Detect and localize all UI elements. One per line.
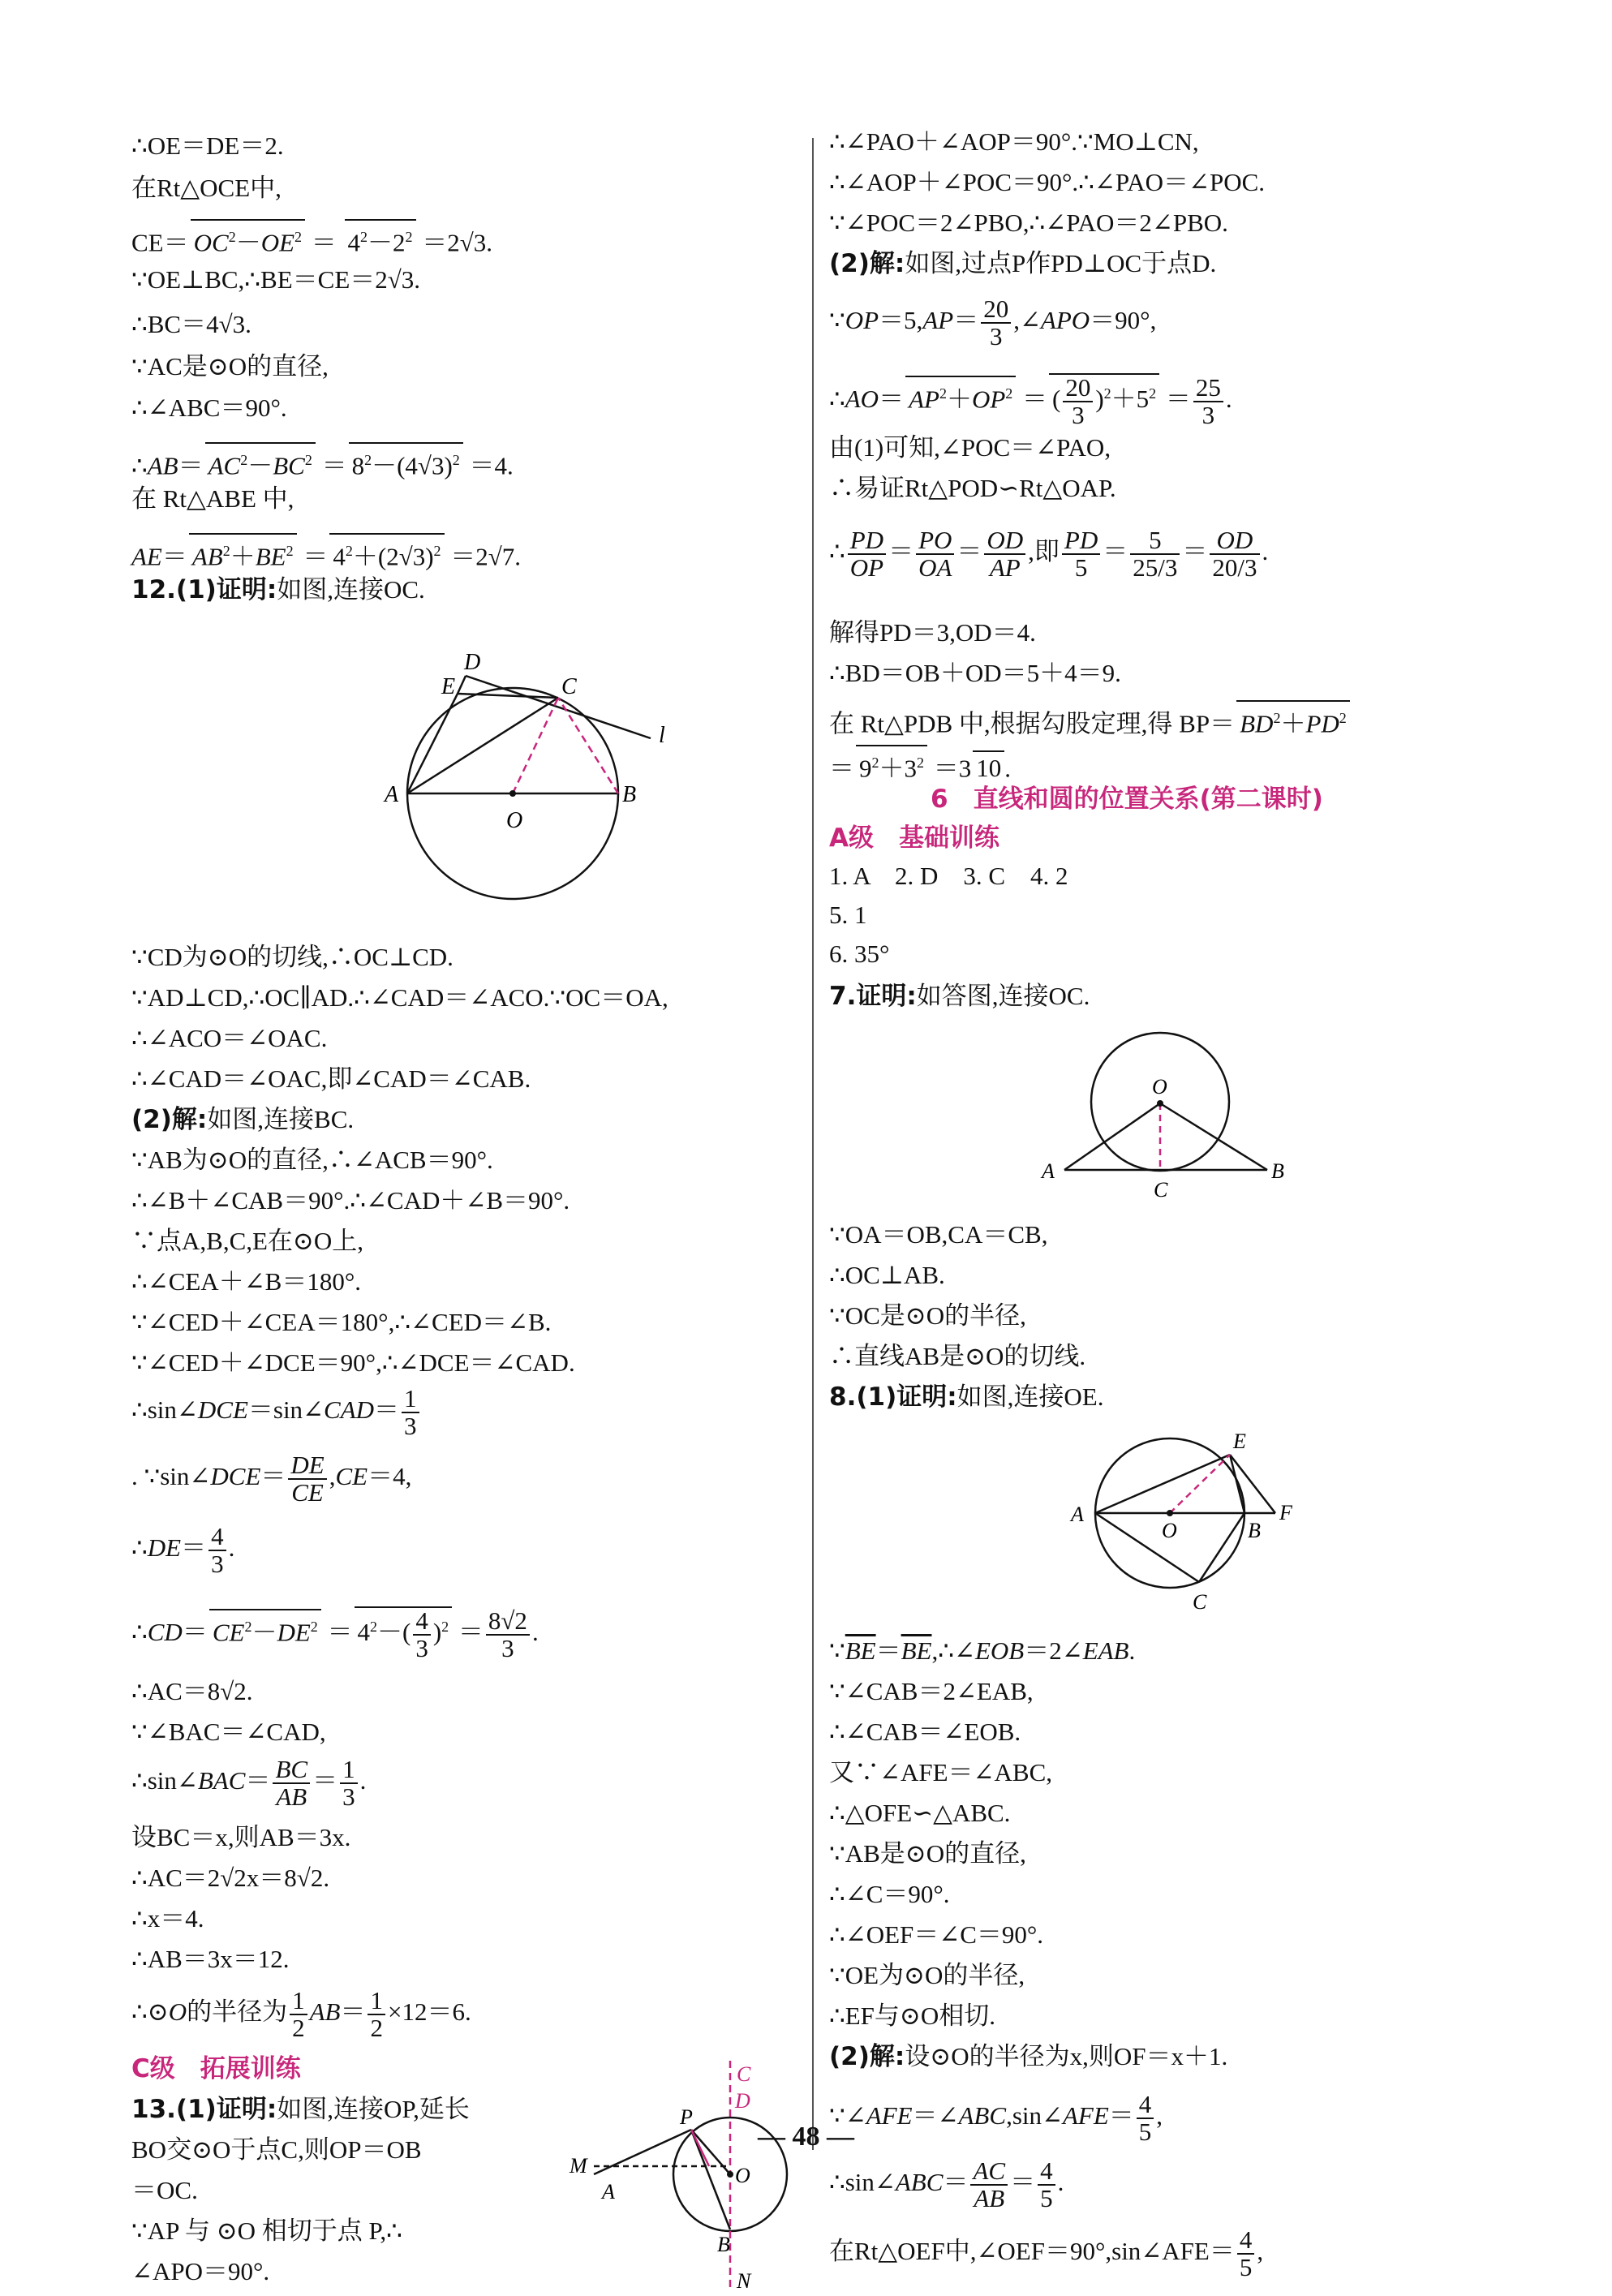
line-lead: 在 Rt△PDB 中,根据勾股定理,得 BP＝	[829, 709, 1236, 738]
point-label: F	[1279, 1501, 1292, 1524]
line	[131, 2093, 470, 2126]
figure-q8	[1048, 1416, 1316, 1619]
math-frac: $\frac{PO}{OA}$	[916, 527, 954, 581]
line: ∴AB＝3x＝12.	[131, 1945, 290, 1973]
line: 设BC＝x,则AB＝3x.	[131, 1823, 351, 1851]
line-text: 如图,连接OE.	[956, 1382, 1104, 1411]
line	[829, 980, 1090, 1013]
line: ∴∠OEF＝∠C＝90°.	[829, 1920, 1044, 1949]
line: ∠APO＝90°.	[131, 2257, 270, 2285]
line	[829, 2040, 1227, 2073]
point-label: A	[1071, 1503, 1084, 1526]
level-heading: A级 基础训练	[829, 823, 999, 853]
line	[829, 700, 1350, 740]
line-text: 如图,过点P作PD⊥OC于点D.	[905, 249, 1217, 277]
line: $\because\overline{BE}=\overline{BE},\therefore\angle EOB=2\angle EAB$.	[829, 1636, 1136, 1665]
math-frac: $\frac{1}{2}$	[368, 1988, 385, 2041]
line: ∴OE＝DE＝2.	[131, 131, 284, 160]
math-frac: $\frac{PD}{5}$	[1062, 527, 1100, 581]
proof-label: (1)证明:	[856, 1382, 957, 1412]
math-sqrt: $4^2-2^2$	[345, 219, 416, 259]
point-label: C	[561, 674, 577, 699]
column-divider	[812, 138, 814, 2150]
math-sqrt: 10	[973, 750, 1004, 785]
math-frac: $\frac{1}{3}$	[402, 1386, 419, 1439]
line: ∴EF与⊙O相切.	[829, 2001, 996, 2030]
line: ∴x＝4.	[131, 1904, 204, 1933]
question-number: 12.	[131, 575, 176, 604]
math-frac: $\frac{4}{5}$	[1237, 2227, 1255, 2281]
line-text: 如图,连接OC.	[277, 575, 425, 604]
math-frac: $\frac{BC}{AB}$	[273, 1756, 310, 1810]
line: ∴∠C＝90°.	[829, 1880, 950, 1908]
line-text: 设⊙O的半径为x,则OF＝x＋1.	[905, 2042, 1228, 2070]
line: ∵点A,B,C,E在⊙O上,	[131, 1227, 364, 1255]
question-number: 13.	[131, 2095, 176, 2124]
point-label: O	[735, 2164, 750, 2187]
question-number: 8.	[829, 1382, 857, 1412]
math-frac: $\frac{25}{3}$	[1193, 375, 1223, 428]
line: . ∵sin∠DCE＝ $\frac{DE}{CE}$ ,CE＝4,	[131, 1451, 412, 1507]
point-label: B	[717, 2233, 730, 2256]
math-frac: $\frac{AC}{AB}$	[970, 2158, 1008, 2212]
line	[131, 1103, 354, 1136]
point-label: D	[464, 650, 481, 675]
line: ∴∠ABC＝90°.	[131, 393, 287, 422]
point-label: A	[1042, 1159, 1055, 1183]
line: BO交⊙O于点C,则OP＝OB	[131, 2135, 422, 2164]
line: ∵∠CED＋∠DCE＝90°,∴∠DCE＝∠CAD.	[131, 1348, 575, 1377]
point-label: A	[385, 782, 399, 807]
line: 又∵∠AFE＝∠ABC,	[829, 1758, 1053, 1786]
solution-label: (2)解:	[131, 1105, 208, 1134]
answer-line: 1. A 2. D 3. C 4. 2	[829, 862, 1068, 890]
line: ∴CD＝ $CE^2-DE^2 = 4^2-$( $\frac{4}{3}$ )$^2$ ＝ $\frac{8√2}{3}$ .	[131, 1606, 539, 1662]
point-label: B	[1271, 1159, 1284, 1183]
line: ∴AC＝8√2.	[131, 1677, 253, 1705]
line: 在 Rt△ABE 中,	[131, 484, 294, 513]
math-frac: $\frac{OD}{AP}$	[984, 527, 1025, 581]
line: ∵AP 与 ⊙O 相切于点 P,∴	[131, 2216, 402, 2245]
figure-q12	[367, 604, 707, 921]
line: 在Rt△OCE中,	[131, 174, 282, 202]
line-label: l	[659, 723, 665, 748]
point-label: B	[1248, 1519, 1261, 1542]
line-lead: 在Rt△OEF中,∠OEF＝90°,sin∠AFE＝	[829, 2237, 1235, 2266]
line: ∴AB＝ $AC^2-BC^2 = 8^2-(4√3)^2 =4$.	[131, 442, 514, 482]
line: ∵AD⊥CD,∴OC∥AD.∴∠CAD＝∠ACO.∵OC＝OA,	[131, 983, 668, 1012]
math-sqrt: $8^2-(4√3)^2$	[349, 442, 463, 482]
point-label: O	[506, 808, 523, 833]
line: ∴∠PAO＋∠AOP＝90°.∵MO⊥CN,	[829, 127, 1199, 156]
math-sqrt: $AP^2+OP^2$	[905, 376, 1016, 415]
line: ∵∠CAB＝2∠EAB,	[829, 1677, 1034, 1705]
math-frac: $\frac{4}{3}$	[413, 1608, 431, 1662]
line: $AE= AB^2+BE^2 = 4^2+(2√3)^2 =2√7$.	[131, 533, 521, 573]
line-text: 如图,连接BC.	[207, 1105, 355, 1133]
point-label: P	[680, 2105, 693, 2129]
proof-label: (1)证明:	[175, 575, 277, 604]
line: ∴易证Rt△POD∽Rt△OAP.	[829, 474, 1116, 502]
line: ∴BC＝4√3.	[131, 310, 251, 338]
line: 解得PD＝3,OD＝4.	[829, 618, 1036, 647]
solution-label: (2)解:	[829, 249, 905, 278]
math-frac: $\frac{20}{3}$	[1063, 375, 1093, 428]
proof-label: 证明:	[856, 982, 917, 1011]
page-number-value: 48	[792, 2122, 820, 2152]
figure-q7	[1032, 1022, 1292, 1209]
line: ∴△OFE∽△ABC.	[829, 1799, 1011, 1827]
line: ∵∠AFE＝∠ABC,sin∠AFE＝ $\frac{4}{5}$ ,	[829, 2090, 1163, 2146]
answer-line: 5. 1	[829, 901, 867, 929]
line: ∴∠CAB＝∠EOB.	[829, 1718, 1021, 1746]
math-frac: $\frac{4}{5}$	[1038, 2158, 1055, 2212]
line: ∴∠B＋∠CAB＝90°.∴∠CAD＋∠B＝90°.	[131, 1186, 570, 1215]
line: ∵AB是⊙O的直径,	[829, 1839, 1026, 1868]
line: ∴AO＝ $AP^2+OP^2$ ＝ ( $\frac{20}{3}$ )$^2+5^2$ ＝ $\frac{25}{3}$ .	[829, 373, 1232, 429]
point-label: C	[1193, 1590, 1207, 1614]
line	[131, 574, 425, 606]
math-sqrt: $9^2+3^2$	[856, 745, 927, 785]
line	[829, 1381, 1104, 1413]
line-lead: CE＝	[131, 228, 189, 257]
math-frac: $\frac{PD}{OP}$	[848, 527, 886, 581]
point-label: D	[735, 2089, 750, 2113]
line: ∵OE为⊙O的半径,	[829, 1961, 1025, 1989]
math-sqrt: $CE^2-DE^2$	[209, 1609, 321, 1649]
line: $CE= OC^2-OE^2 = 4^2-2^2 =2√3$.	[131, 219, 492, 259]
line: ∴sin∠ABC＝ $\frac{AC}{AB}$ ＝ $\frac{4}{5}$ .	[829, 2156, 1064, 2212]
math-sqrt: $OC^2-OE^2$	[191, 219, 305, 259]
point-label: C	[737, 2062, 751, 2086]
math-frac: $\frac{20}{3}$	[981, 296, 1011, 350]
math-sqrt: $AB^2+BE^2$	[189, 533, 297, 573]
line: ∵∠CED＋∠CEA＝180°,∴∠CED＝∠B.	[131, 1308, 552, 1336]
line: ∴BD＝OB＋OD＝5＋4＝9.	[829, 659, 1121, 687]
solution-label: (2)解:	[829, 2042, 905, 2071]
point-label: O	[1162, 1519, 1177, 1542]
line: ∵AB为⊙O的直径,∴∠ACB＝90°.	[131, 1146, 493, 1174]
line: ＝ $9^2+3^2 =3$ 10 .	[829, 745, 1011, 785]
line: 由(1)可知,∠POC＝∠PAO,	[829, 433, 1111, 462]
line: ∴∠CAD＝∠OAC,即∠CAD＝∠CAB.	[131, 1064, 531, 1093]
point-label: N	[737, 2269, 751, 2293]
line: ∵OP＝5,AP＝ $\frac{20}{3}$ ,∠APO＝90°,	[829, 295, 1157, 350]
level-heading: C级 拓展训练	[131, 2054, 301, 2083]
math-frac: $\frac{4}{3}$	[208, 1524, 226, 1577]
line: ∴AC＝2√2x＝8√2.	[131, 1864, 330, 1892]
line: 在Rt△OEF中,∠OEF＝90°,sin∠AFE＝ $\frac{4}{5}$ ,	[829, 2225, 1264, 2281]
point-label: M	[570, 2154, 587, 2178]
math-frac: $\frac{8√2}{3}$	[486, 1608, 530, 1662]
math-sqrt: $BD^2+PD^2$	[1236, 700, 1350, 740]
line: ∵OA＝OB,CA＝CB,	[829, 1220, 1048, 1249]
proof-label: (1)证明:	[175, 2095, 277, 2124]
math-frac: $\frac{4}{5}$	[1137, 2092, 1154, 2145]
answer-line: 6. 35°	[829, 939, 890, 968]
line-text: 如答图,连接OC.	[916, 982, 1090, 1010]
page-number: — 48 —	[758, 2122, 854, 2152]
line: ∴直线AB是⊙O的切线.	[829, 1342, 1086, 1370]
line: ∵CD为⊙O的切线,∴OC⊥CD.	[131, 943, 454, 971]
point-label: C	[1154, 1178, 1168, 1202]
point-label: B	[622, 782, 637, 807]
line: ∴sin∠DCE＝sin∠CAD＝ $\frac{1}{3}$	[131, 1386, 422, 1439]
line: ∵OE⊥BC,∴BE＝CE＝2√3.	[131, 265, 421, 294]
point-label: O	[1152, 1075, 1167, 1099]
math-sqrt: ( $\frac{20}{3}$ )$^2+5^2$	[1049, 373, 1159, 428]
figure-q13	[537, 2053, 805, 2296]
line: ∵OC是⊙O的半径,	[829, 1301, 1026, 1330]
line: ＝OC.	[131, 2176, 198, 2204]
math-frac: $\frac{OD}{20/3}$	[1210, 527, 1259, 581]
point-label: A	[602, 2180, 615, 2204]
math-frac: $\frac{5}{25/3}$	[1130, 527, 1180, 581]
line: ∴ $\frac{PD}{OP}$ ＝ $\frac{PO}{OA}$ ＝ $\frac{OD}{AP}$ ,即 $\frac{PD}{5}$ ＝ $\frac{5}{25/3}$ ＝ $\frac{OD}{20/3}$ .	[829, 526, 1269, 582]
line: ∴DE＝ $\frac{4}{3}$ .	[131, 1522, 235, 1578]
math-frac: $\frac{DE}{CE}$	[288, 1452, 326, 1506]
line: ∵AC是⊙O的直径,	[131, 352, 329, 381]
line: ∴∠ACO＝∠OAC.	[131, 1024, 328, 1052]
math-frac: $\frac{1}{3}$	[340, 1756, 358, 1810]
line: ∴⊙O的半径为 $\frac{1}{2}$ AB＝ $\frac{1}{2}$ ×12＝6.	[131, 1986, 471, 2042]
point-label: E	[1233, 1430, 1246, 1453]
line: ∵∠BAC＝∠CAD,	[131, 1718, 326, 1746]
line: ∴sin∠BAC＝ $\frac{BC}{AB}$ ＝ $\frac{1}{3}$ .	[131, 1755, 367, 1811]
question-number: 7.	[829, 982, 857, 1011]
line: ∵∠POC＝2∠PBO,∴∠PAO＝2∠PBO.	[829, 209, 1228, 237]
section-title: 6 直线和圆的位置关系(第二课时)	[931, 785, 1323, 814]
line: ∴∠AOP＋∠POC＝90°.∴∠PAO＝∠POC.	[829, 168, 1266, 196]
math-sqrt: $4^2+(2√3)^2$	[329, 533, 444, 573]
math-frac: $\frac{1}{2}$	[290, 1988, 307, 2041]
math-sqrt: $AC^2-BC^2$	[205, 442, 316, 482]
line: ∴∠CEA＋∠B＝180°.	[131, 1267, 361, 1296]
line-text: 如图,连接OP,延长	[277, 2095, 470, 2123]
line	[829, 247, 1216, 280]
line: ∴OC⊥AB.	[829, 1261, 945, 1289]
point-label: E	[441, 674, 456, 699]
math-sqrt: $4^2-$( $\frac{4}{3}$ )$^2$	[355, 1606, 453, 1662]
